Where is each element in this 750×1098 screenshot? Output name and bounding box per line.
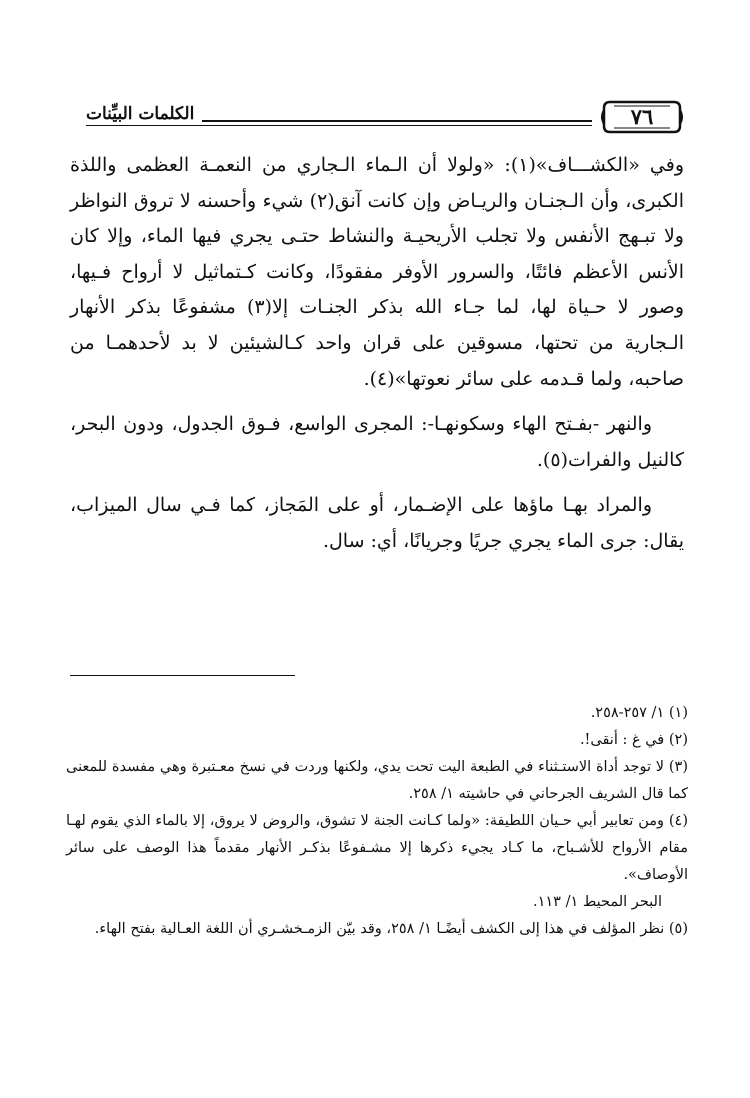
footnote-3 — [66, 754, 688, 808]
footnote-text: ومن تعابير أبي حـيان اللطيفة: «ولما كـانت الجنة لا تشوق، والروض لا يروق، إلا بالماء الذي يقوم لهـا مقام الأرواح للأشـباح، ما كـاد يجيء ذكرها إلا مشـفوعًا بذكـر الأنهار مقدماً هذا الوصف على سائر الأوصاف». — [66, 813, 688, 883]
footnote-4 — [66, 808, 688, 889]
footnote-text: نظر المؤلف في هذا إلى الكشف أيضًـا ١/ ٢٥٨، وقد بيّن الزمـخشـري أن اللغة العـالية بفتح الهاء. — [94, 921, 665, 937]
footnote-number: (٥) — [668, 921, 688, 937]
page-number-badge — [600, 98, 684, 136]
paragraph-1: وفي «الكشـــاف»(١): «ولولا أن الـماء الـجاري من النعمـة العظمى واللذة الكبرى، وأن الـجنـان والريـاض وإن كانت آنق(٢) شيء وأحسنه لا تروق النواظر ولا تبـهج الأنفس ولا تجلب الأريحيـة والنشاط حتـى يجري فيها الماء، وإلا كان الأنس الأعظم فائتًا، والسرور الأوفر مفقودًا، وكانت كـتماثيل لا أرواح فـيها، وصور لا حـياة لها، لما جـاء الله بذكر الجنـات إلا(٣) مشفوعًا بذكر الأنهار الـجارية من تحتها، مسوقين على قران واحد كـالشيئين لا بد لأحدهمـا من صاحبه، ولما قـدمه على سائر نعوتها»(٤). — [70, 154, 684, 390]
running-title: الكلمات البيِّنات — [86, 104, 202, 124]
footnote-number: (٤) — [668, 813, 688, 829]
page-number: ٧٦ — [630, 104, 654, 129]
footnotes — [66, 700, 688, 943]
footnote-number: (١) — [668, 705, 688, 721]
footnote-1 — [66, 700, 688, 727]
footnote-4-source: البحر المحيط ١/ ١١٣. — [532, 894, 662, 910]
footnote-2 — [66, 727, 688, 754]
footnote-number: (٢) — [668, 732, 688, 748]
main-text — [70, 148, 684, 570]
footnote-separator — [70, 675, 295, 676]
paragraph-3: والمراد بهـا ماؤها على الإضـمار، أو على المَجاز، كما فـي سال الميزاب، يقال: جرى الماء يجري جريًا وجريانًا، أي: سال. — [70, 494, 684, 552]
page-header — [86, 98, 684, 138]
footnote-text: في غ : أنقى!. — [579, 732, 665, 748]
footnote-text: ١/ ٢٥٧-٢٥٨. — [590, 705, 665, 721]
footnote-number: (٣) — [668, 759, 689, 775]
footnote-text: لا توجد أداة الاستـثناء في الطبعة اليت تحت يدي، ولكنها وردت في نسخ معـتبرة وهي مفسدة للمعنى كما قال الشريف الجرحاني في حاشيته ١/ ٢٥٨. — [66, 759, 688, 802]
paragraph-2: والنهر -بفـتح الهاء وسكونهـا-: المجرى الواسع، فـوق الجدول، ودون البحر، كالنيل والفرات(٥). — [70, 413, 684, 471]
footnote-5 — [66, 916, 688, 943]
